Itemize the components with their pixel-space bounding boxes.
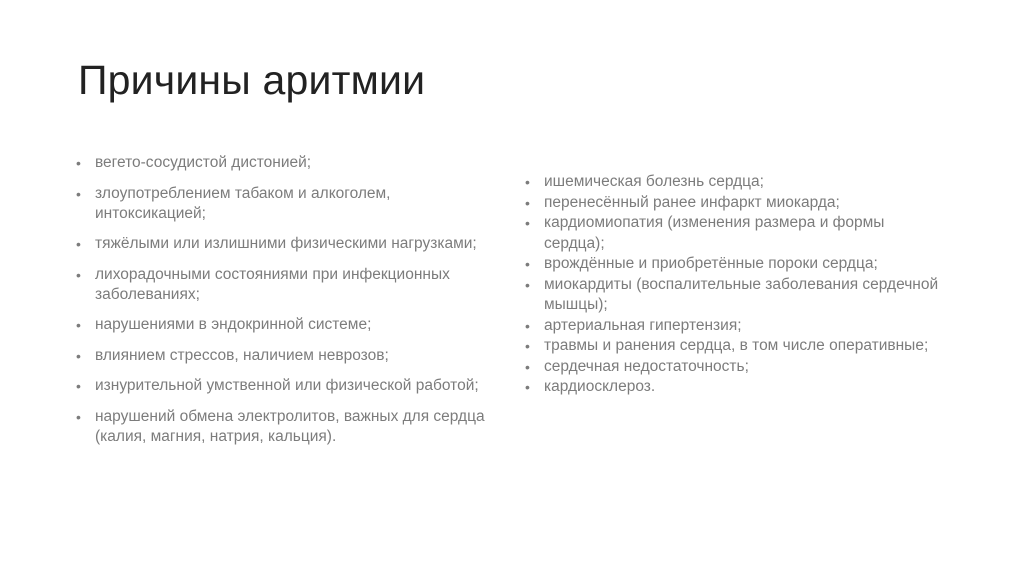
list-item-text: вегето-сосудистой дистонией; bbox=[95, 154, 312, 171]
list-item-text: артериальная гипертензия; bbox=[544, 316, 742, 334]
bullet-icon: • bbox=[76, 266, 81, 283]
list-item bbox=[525, 316, 945, 337]
list-item-text: травмы и ранения сердца, в том числе оперативные; bbox=[544, 337, 929, 354]
list-item bbox=[76, 184, 496, 224]
list-item bbox=[525, 254, 945, 275]
list-item bbox=[525, 357, 945, 378]
list-item-text: изнурительной умственной или физической работой; bbox=[95, 377, 479, 394]
bullet-icon: • bbox=[76, 347, 81, 364]
list-item-text: кардиомиопатия (изменения размера и формы сердца); bbox=[544, 214, 885, 252]
list-item bbox=[525, 336, 945, 357]
list-item bbox=[525, 213, 945, 254]
left-bullet-list bbox=[76, 153, 496, 457]
bullet-icon: • bbox=[76, 236, 81, 252]
list-item bbox=[76, 346, 496, 366]
bullet-icon: • bbox=[76, 155, 81, 171]
list-item bbox=[525, 193, 945, 214]
list-item-text: врождённые и приобретённые пороки сердца; bbox=[544, 255, 878, 272]
bullet-icon: • bbox=[525, 317, 530, 334]
list-item bbox=[525, 275, 945, 316]
list-item-text: кардиосклероз. bbox=[544, 378, 656, 395]
bullet-icon: • bbox=[525, 276, 530, 293]
list-item bbox=[76, 153, 496, 173]
bullet-icon: • bbox=[525, 379, 530, 395]
list-item bbox=[76, 315, 496, 335]
bullet-icon: • bbox=[525, 338, 530, 354]
list-item-text: нарушениями в эндокринной системе; bbox=[95, 316, 372, 333]
list-item bbox=[76, 376, 496, 396]
list-item-text: влиянием стрессов, наличием неврозов; bbox=[95, 346, 389, 364]
right-bullet-list bbox=[525, 172, 945, 398]
list-item bbox=[525, 172, 945, 193]
list-item-text: нарушений обмена электролитов, важных для сердца (калия, магния, натрия, кальция). bbox=[95, 407, 485, 445]
bullet-icon: • bbox=[76, 317, 81, 333]
list-item-text: злоупотреблением табаком и алкоголем, интоксикацией; bbox=[95, 184, 391, 222]
bullet-icon: • bbox=[525, 358, 530, 375]
list-item-text: миокардиты (воспалительные заболевания сердечной мышцы); bbox=[544, 275, 939, 313]
slide-title: Причины аритмии bbox=[78, 57, 426, 103]
list-item-text: перенесённый ранее инфаркт миокарда; bbox=[544, 193, 840, 211]
bullet-icon: • bbox=[525, 215, 530, 231]
list-item bbox=[76, 265, 496, 305]
bullet-icon: • bbox=[525, 174, 530, 190]
bullet-icon: • bbox=[525, 194, 530, 211]
bullet-icon: • bbox=[76, 378, 81, 394]
list-item bbox=[525, 377, 945, 398]
bullet-icon: • bbox=[525, 256, 530, 272]
bullet-icon: • bbox=[76, 408, 81, 425]
list-item-text: ишемическая болезнь сердца; bbox=[544, 173, 764, 190]
list-item-text: тяжёлыми или излишними физическими нагрузками; bbox=[95, 235, 477, 252]
list-item-text: лихорадочными состояниями при инфекционных заболеваниях; bbox=[95, 265, 450, 303]
list-item-text: сердечная недостаточность; bbox=[544, 357, 749, 375]
list-item bbox=[76, 234, 496, 254]
bullet-icon: • bbox=[76, 185, 81, 202]
list-item bbox=[76, 407, 496, 447]
